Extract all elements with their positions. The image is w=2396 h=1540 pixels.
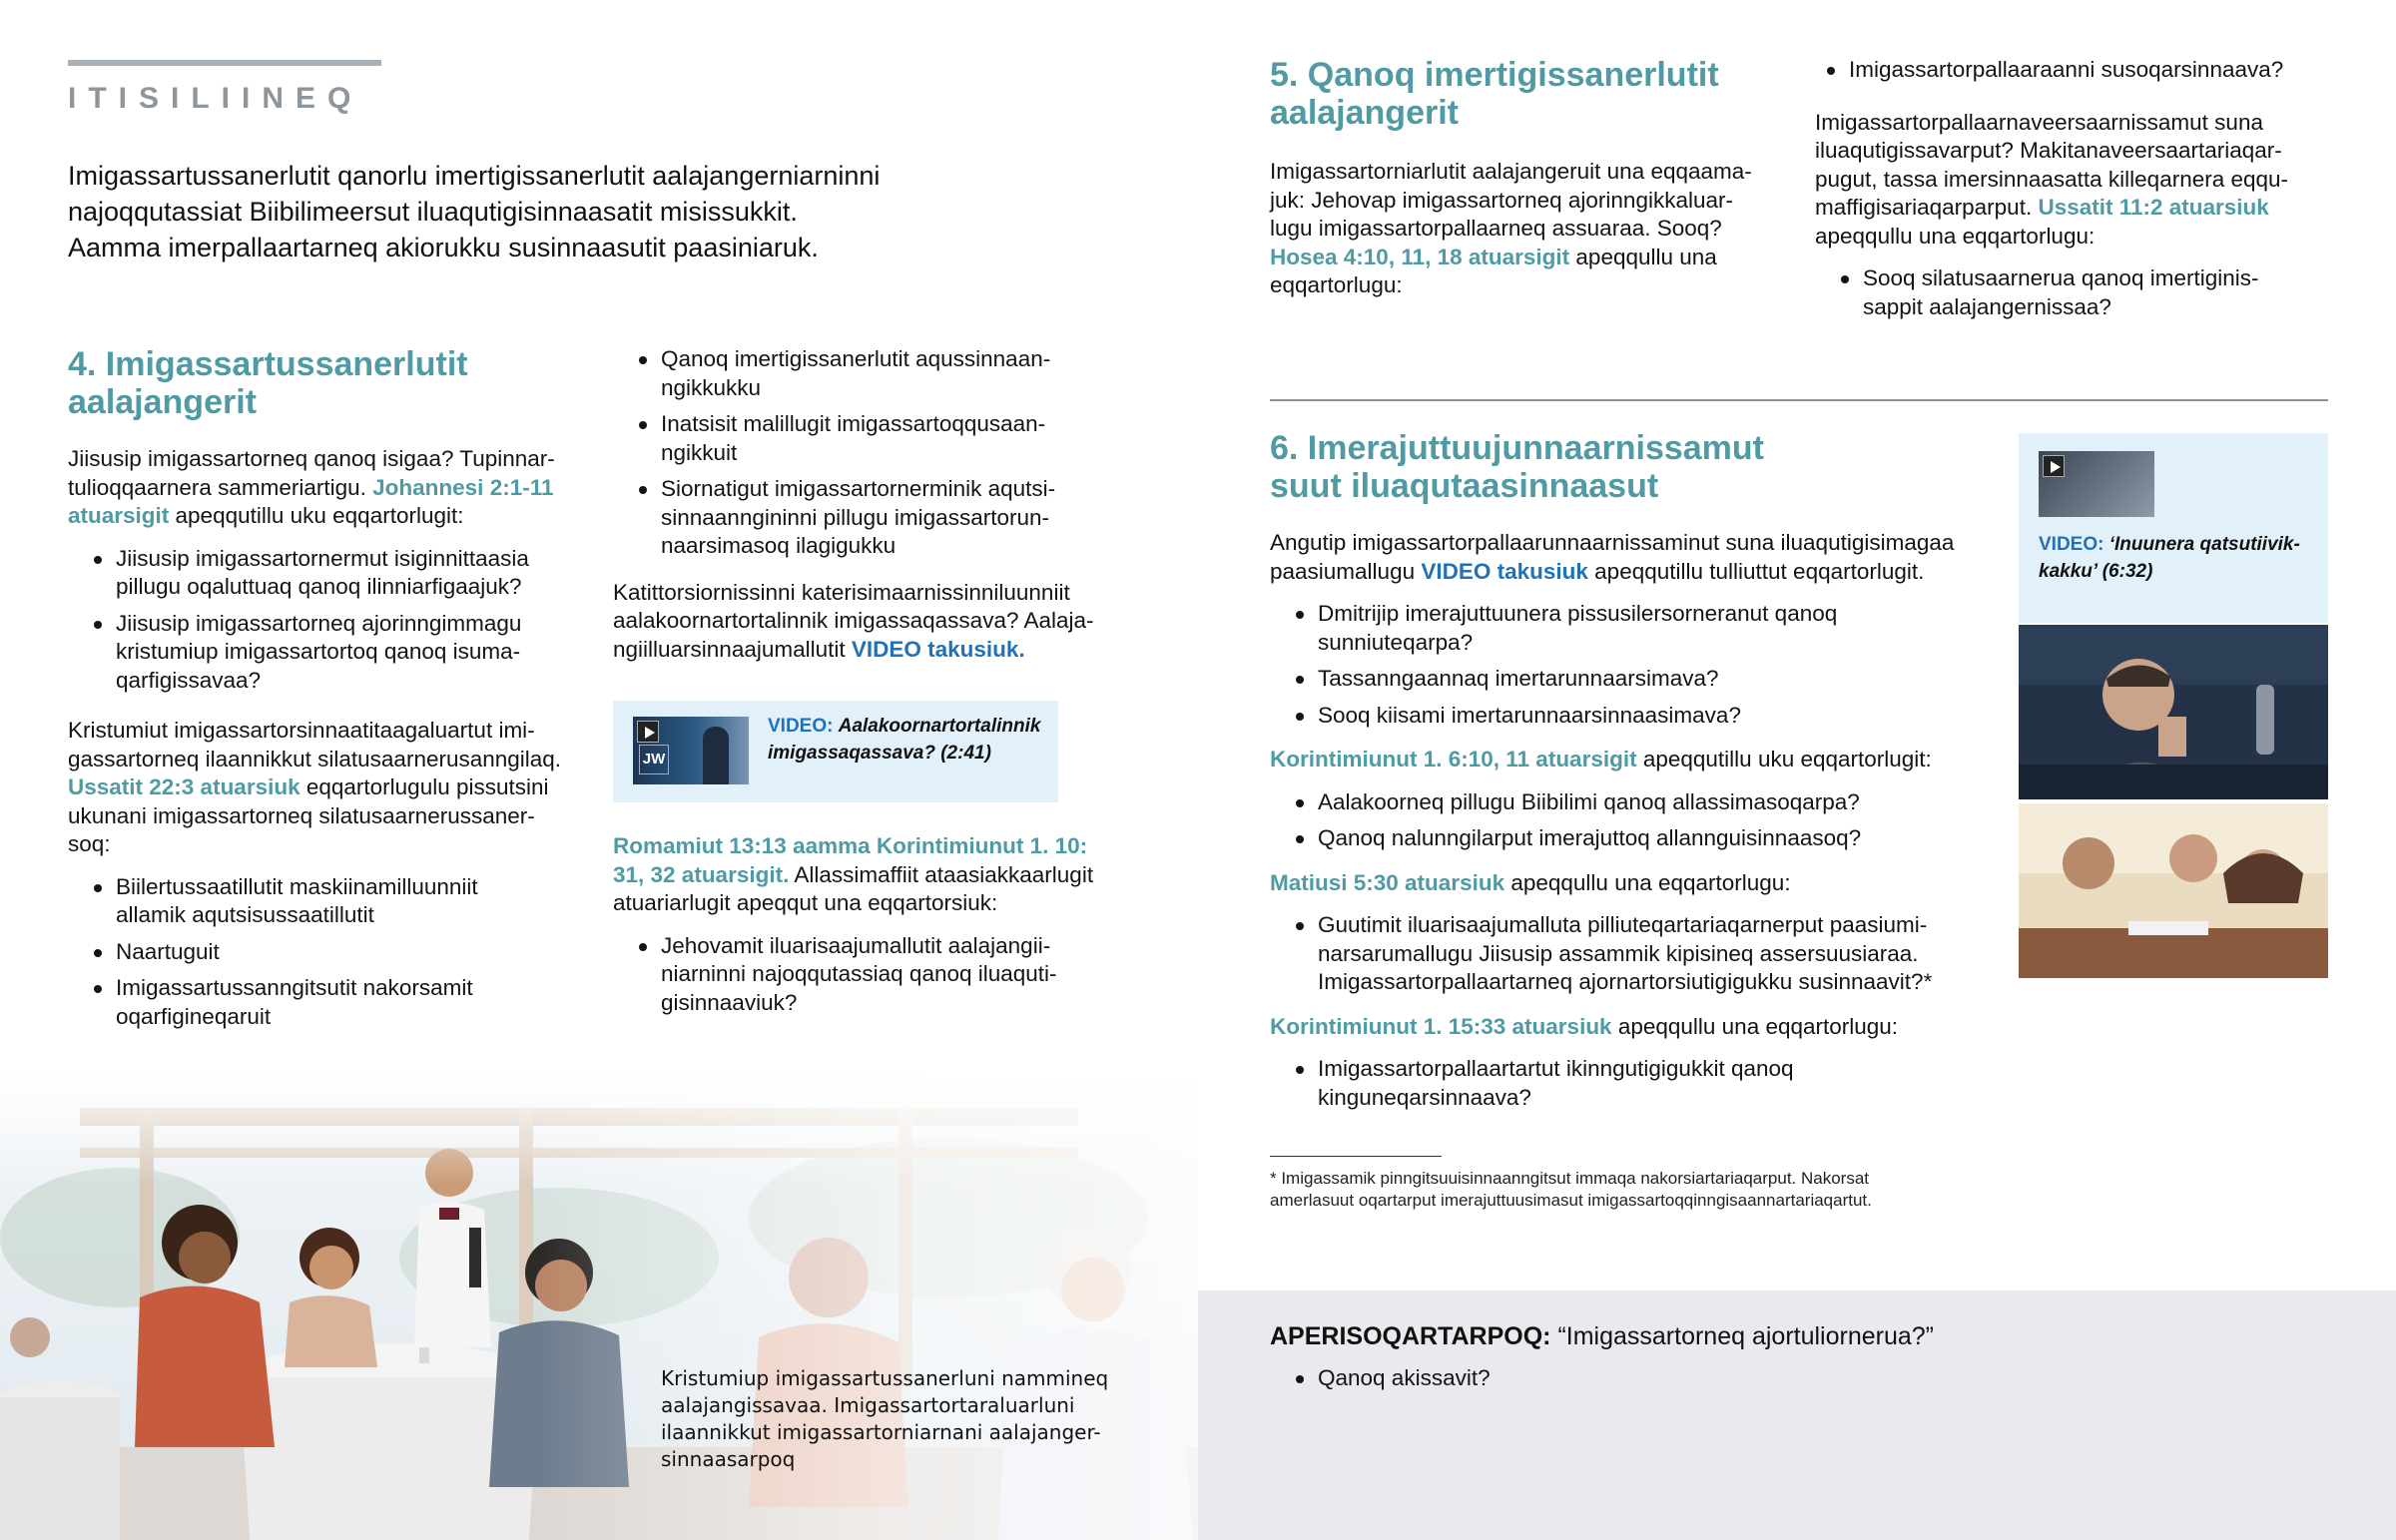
- section-label: ITISILIINEQ: [68, 82, 363, 115]
- list-item: Qanoq nalunngilarput imerajuttoq allannguisinnaasoq?: [1270, 824, 1999, 853]
- list-item: Imigassartussanngitsutit nakorsamit oqarfigineqaruit: [68, 974, 607, 1031]
- s5-bullets: [1815, 264, 2374, 321]
- bible-ref-link[interactable]: Korintimiunut 1. 6:10, 11 atuarsigit: [1270, 747, 1637, 771]
- section-4-column-2: [613, 345, 1132, 664]
- man-at-table-image: [2019, 625, 2328, 799]
- bible-ref-link[interactable]: Matiusi 5:30 atuarsiuk: [1270, 869, 1505, 895]
- video-link[interactable]: VIDEO takusiuk.: [851, 636, 1025, 662]
- s4-bullets-col2: [613, 345, 1132, 561]
- list-item: Guutimit iluarisaajumalluta pilliuteqartariaqarnerput paasiumi- narsarumallugu Jiisusip assammik kipisineq assersuusiaraa. Imigassartorpallaartarneq ajornartorsiutigigukku susinnaavit?*: [1270, 911, 1999, 997]
- list-item: Qanoq imertigissanerlutit aqussinnaan- ngikkukku: [613, 345, 1132, 402]
- illustration-caption: Kristumiup imigassartussanerluni nammineq aalajangissavaa. Imigassartortaraluarluni ilaannikkut imigassartorniarnani aalajanger- sinnaasarpoq: [661, 1366, 1109, 1471]
- list-item: Sooq silatusaarnerua qanoq imertiginis- sappit aalajangernissaa?: [1815, 264, 2374, 321]
- question-panel: [1198, 1290, 2396, 1540]
- bible-ref-link[interactable]: Romamiut 13:13 aamma Korintimiunut 1. 10:: [613, 833, 1088, 858]
- section-4-column-2-lower: [613, 832, 1132, 1025]
- s6-p1: Angutip imigassartorpallaarunnaarnissaminut suna iluaqutigisimagaa paasiumallugu VIDEO takusiuk apeqqutillu tulliuttut eqqartorlugit.: [1270, 530, 1955, 584]
- video-card[interactable]: [2019, 433, 2328, 623]
- list-item: Dmitrijip imerajuttuunera pissusilersorneranut qanoq sunniuteqarpa?: [1270, 600, 1999, 657]
- s4-p3: Katittorsiornissinni katerisimaarnissinniluunniit aalakoornartortalinnik imigassaqassava? Aalaja- ngiilluarsinnaajumallutit VIDEO takusiuk.: [613, 579, 1094, 662]
- s5-bullet-top: [1801, 56, 2374, 85]
- video-thumbnail[interactable]: [633, 717, 749, 784]
- s4-p1: Jiisusip imigassartorneq qanoq isigaa? Tupinnar- tulioqqaarnera sammeriartigu. Johannesi 2:1-11 atuarsigit apeqqutillu uku eqqartorlugit:: [68, 446, 555, 528]
- bible-ref-link[interactable]: atuarsigit: [68, 503, 170, 528]
- s4-bullets-2: [68, 873, 607, 1032]
- section-6-body: Angutip imigassartorpallaarunnaarnissaminut suna iluaqutigisimagaa paasiumallugu VIDEO takusiuk apeqqutillu tulliuttut eqqartorlugit. Dmitrijip imerajuttuunera pissusilersorneranut qanoq sunniuteqarpa? Tassanngaannaq imertarunnaarsimava? Sooq kiisami imertarunnaarsinnaasimava? Korintimiunut 1. 6:10, 11 atuarsigit apeqqutillu uku eqqartorlugit: Aalakoorneq pillugu Biibilimi qanoq allassimasoqarpa? Qanoq nalunngilarput imerajuttoq allannguisinnaasoq? Matiusi 5:30 atuarsiuk apeqqullu una eqqartorlugu: Guutimit iluarisaajumalluta pilliuteqartariaqarnerput paasiumi- narsarumallugu Jiisusip assammik kipisineq assersuusiaraa. Imigassartorpallaartarneq ajornartorsiutigigukku susinnaavit?* Korintimiunut 1. 15:33 atuarsiuk apeqqullu una eqqartorlugu: Imigassartorpallaartartut ikinngutigigukkit qanoq kinguneqarsinnaava?: [1270, 529, 1999, 1120]
- question-bullets: [1270, 1364, 2069, 1401]
- restaurant-illustration: [0, 1068, 1198, 1540]
- video-thumbnail[interactable]: [2039, 451, 2154, 517]
- s4-p4: Romamiut 13:13 aamma Korintimiunut 1. 10: 31, 32 atuarsigit. Allassimaffiit ataasiakkaarlugit atuariarlugit apeqqut una eqqartorsiuk:: [613, 832, 1132, 918]
- intro-paragraph: [68, 158, 880, 265]
- play-icon[interactable]: [2043, 455, 2065, 477]
- photo-family-study: [2019, 803, 2328, 978]
- bible-ref-link[interactable]: Ussatit 22:3 atuarsiuk: [68, 774, 300, 799]
- s6-bullets-2: [1270, 788, 1999, 853]
- photo-man-drinking: [2019, 625, 2328, 799]
- list-item: Qanoq akissavit?: [1270, 1364, 2069, 1393]
- section-5-column-2: [1815, 56, 2374, 329]
- s4-p2: Kristumiut imigassartorsinnaatitaagaluartut imi- gassartorneq ilaannikkut silatusaarnerusanngilaq. Ussatit 22:3 atuarsiuk eqqartorlugulu pissutsini ukunani imigassartorneq silatusaarnerussaner- soq:: [68, 718, 562, 856]
- video-card[interactable]: [613, 701, 1058, 802]
- bible-ref-link[interactable]: Johannesi 2:1-11: [372, 474, 554, 500]
- list-item: Imigassartorpallaartartut ikinngutigigukkit qanoq kinguneqarsinnaava?: [1270, 1055, 1999, 1112]
- list-item: Siornatigut imigassartornerminik aqutsi- sinnaanngininni pillugu imigassartorun- naarsimasoq ilagigukku: [613, 475, 1132, 561]
- footnote: * Imigassamik pinngitsuuisinnaanngitsut immaqa nakorsiartariaqarput. Nakorsat amerlasuut oqartarput imerajuttuusimasut imigassartoqqinngisaannartariaqartut.: [1270, 1169, 1872, 1210]
- list-item: Jiisusip imigassartornermut isiginnittaasia pillugu oqaluttuaq qanoq ilinniarfigaajuk?: [68, 545, 607, 602]
- section-5-title: 5. Qanoq imertigissanerlutit aalajangerit: [1270, 56, 1719, 132]
- list-item: Naartuguit: [68, 938, 607, 967]
- s6-bullets-3: [1270, 911, 1999, 997]
- video-caption: VIDEO: Aalakoornartortalinnik imigassaqassava? (2:41): [768, 716, 1041, 764]
- bible-ref-link[interactable]: Korintimiunut 1. 15:33 atuarsiuk: [1270, 1013, 1612, 1039]
- section-4-column-1: [68, 445, 607, 1039]
- list-item: Tassanngaannaq imertarunnaarsimava?: [1270, 665, 1999, 694]
- list-item: Sooq kiisami imertarunnaarsinnaasimava?: [1270, 702, 1999, 731]
- presenter-figure: [703, 727, 729, 784]
- section-5-column-1: Imigassartorniarlutit aalajangeruit una eqqaama- juk: Jehovap imigassartorneq ajorinngikkaluar- lugu imigassartorpallaarneq assuaraa. Sooq? Hosea 4:10, 11, 18 atuarsigit apeqqullu una eqqartorlugu:: [1270, 159, 1752, 297]
- video-link[interactable]: VIDEO takusiuk: [1421, 558, 1588, 584]
- section-rule: [68, 60, 381, 66]
- intro-line: Imigassartussanerlutit qanorlu imertigissanerlutit aalajangerniarninni: [68, 161, 881, 191]
- video-caption: VIDEO: ‘Inuunera qatsutiivik- kakku’ (6:32): [2039, 534, 2300, 582]
- bible-ref-link[interactable]: 31, 32 atuarsigit.: [613, 861, 790, 887]
- section-6-title: 6. Imerajuttuujunnaarnissamut suut iluaqutaasinnaasut: [1270, 429, 1764, 505]
- s6-bullets-1: [1270, 600, 1999, 730]
- question-heading: APERISOQARTARPOQ: “Imigassartorneq ajortuliornerua?”: [1270, 1322, 1935, 1350]
- list-item: Inatsisit malillugit imigassartoqqusaan- ngikkuit: [613, 410, 1132, 467]
- intro-line: Aamma imerpallaartarneq akiorukku susinnaasutit paasiniaruk.: [68, 233, 819, 262]
- list-item: Biilertussaatillutit maskiinamilluunniit allamik aqutsisussaatillutit: [68, 873, 607, 930]
- list-item: Aalakoorneq pillugu Biibilimi qanoq allassimasoqarpa?: [1270, 788, 1999, 817]
- s4-bullets-1: [68, 545, 607, 696]
- list-item: Jiisusip imigassartorneq ajorinngimmagu kristumiup imigassartortoq qanoq isuma- qarfigissavaa?: [68, 610, 607, 696]
- section-divider: [1270, 399, 2328, 401]
- family-reading-image: [2019, 803, 2328, 978]
- list-item: Imigassartorpallaaraanni susoqarsinnaava?: [1801, 56, 2374, 85]
- jw-logo-icon: JW: [639, 745, 669, 774]
- bible-ref-link[interactable]: Ussatit 11:2 atuarsiuk: [2038, 195, 2269, 220]
- s6-bullets-4: [1270, 1055, 1999, 1112]
- intro-line: najoqqutassiat Biibilimeersut iluaqutigisinnaasatit misissukkit.: [68, 197, 798, 227]
- bible-ref-link[interactable]: Hosea 4:10, 11, 18 atuarsigit: [1270, 244, 1570, 269]
- s5-p2: Imigassartorpallaarnaveersaarnissamut suna iluaqutigissavarput? Makitanaveersaartariaqar- pugut, tassa imersinnaasatta killeqarnera eqqu- maffigisariaqarparput. Ussatit 11:2 atuarsiuk apeqqullu una eqqartorlugu:: [1815, 109, 2289, 249]
- s4-bullets-3: [613, 932, 1132, 1018]
- list-item: Jehovamit iluarisaajumallutit aalajangii- niarninni najoqqutassiaq qanoq iluaquti- gisinnaaviuk?: [613, 932, 1132, 1018]
- section-4-title: 4. Imigassartussanerlutit aalajangerit: [68, 345, 468, 421]
- footnote-rule: [1270, 1156, 1442, 1157]
- play-icon[interactable]: [637, 721, 659, 743]
